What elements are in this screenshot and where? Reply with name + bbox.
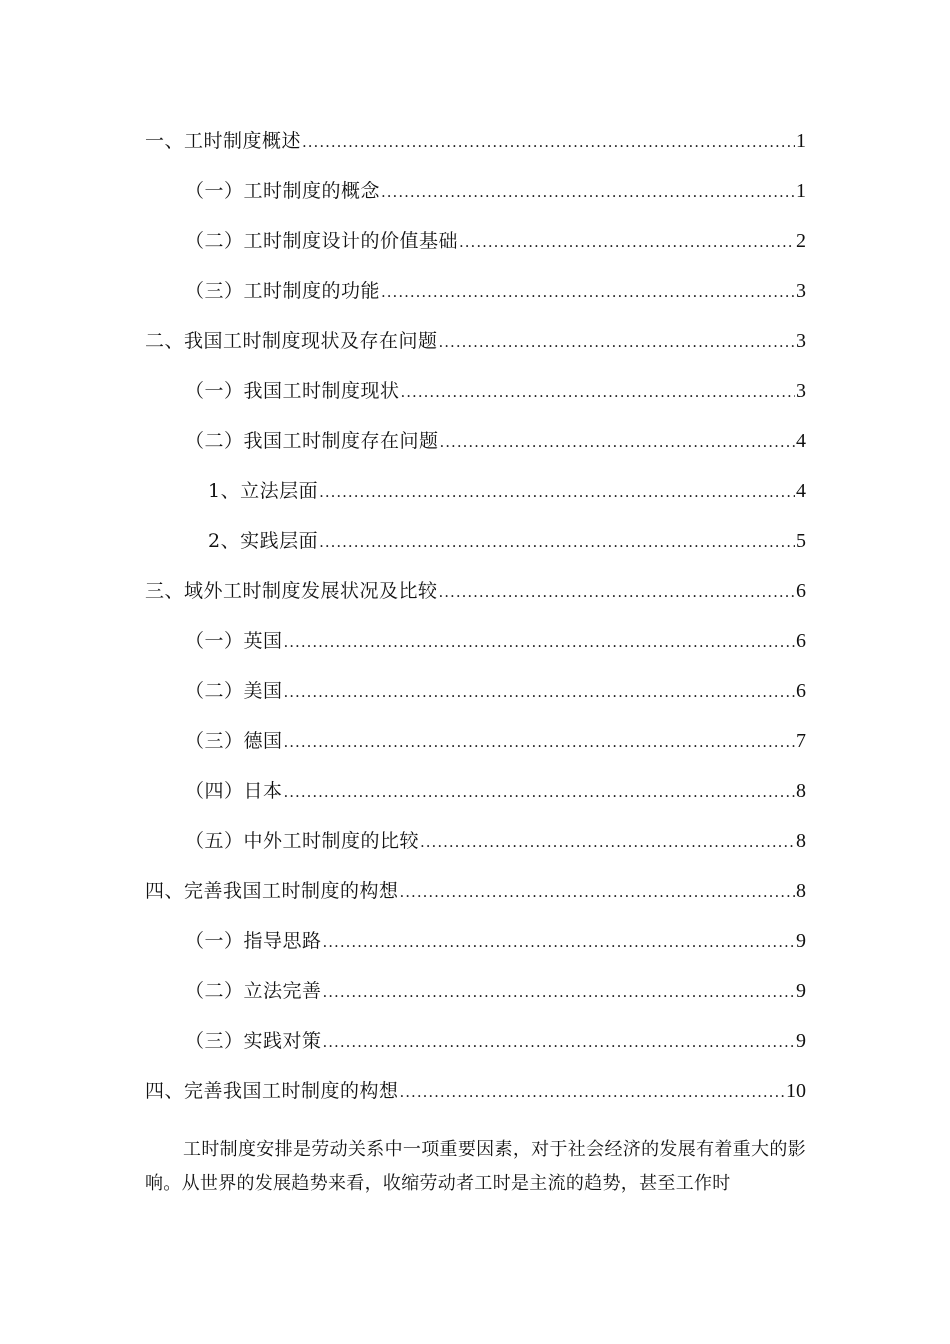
toc-entry[interactable] bbox=[145, 366, 806, 416]
toc-page-number: 1 bbox=[796, 180, 806, 202]
toc-entry-label: 四、完善我国工时制度的构想 bbox=[145, 880, 399, 902]
toc-entry[interactable] bbox=[145, 666, 806, 716]
toc-entry[interactable] bbox=[145, 466, 806, 516]
toc-page-number: 3 bbox=[796, 280, 806, 302]
toc-dot-leader bbox=[401, 367, 795, 417]
toc-entry[interactable] bbox=[145, 566, 806, 616]
toc-entry[interactable] bbox=[145, 266, 806, 316]
toc-page-number: 3 bbox=[796, 380, 806, 402]
toc-page-number: 6 bbox=[796, 630, 806, 652]
toc-page-number: 2 bbox=[796, 230, 806, 252]
toc-entry-label: （一）指导思路 bbox=[185, 930, 322, 952]
toc-entry-label: 四、完善我国工时制度的构想 bbox=[145, 1080, 399, 1102]
toc-page-number: 9 bbox=[796, 980, 806, 1002]
toc-entry-label: （一）工时制度的概念 bbox=[185, 180, 381, 202]
toc-page-number: 4 bbox=[796, 480, 806, 502]
toc-dot-leader bbox=[284, 617, 795, 667]
toc-entry-label: （二）我国工时制度存在问题 bbox=[185, 430, 439, 452]
toc-page-number: 3 bbox=[796, 330, 806, 352]
toc-dot-leader bbox=[323, 917, 795, 967]
toc-dot-leader bbox=[381, 267, 795, 317]
toc-entry-label: （三）德国 bbox=[185, 730, 283, 752]
toc-dot-leader bbox=[284, 667, 795, 717]
toc-page-number: 6 bbox=[796, 580, 806, 602]
toc-entry-label: 一、工时制度概述 bbox=[145, 130, 302, 152]
toc-entry-label: （三）实践对策 bbox=[185, 1030, 322, 1052]
toc-entry[interactable] bbox=[145, 1016, 806, 1066]
toc-entry[interactable] bbox=[145, 416, 806, 466]
toc-entry[interactable] bbox=[145, 116, 806, 166]
toc-entry-label: （三）工时制度的功能 bbox=[185, 280, 381, 302]
toc-dot-leader bbox=[381, 167, 795, 217]
toc-entry-label: （二）美国 bbox=[185, 680, 283, 702]
toc-entry[interactable] bbox=[145, 166, 806, 216]
toc-entry[interactable] bbox=[145, 716, 806, 766]
toc-dot-leader bbox=[319, 467, 795, 517]
toc-page-number: 8 bbox=[796, 830, 806, 852]
toc-page-number: 4 bbox=[796, 430, 806, 452]
toc-page-number: 5 bbox=[796, 530, 806, 552]
toc-dot-leader bbox=[284, 717, 795, 767]
toc-dot-leader bbox=[400, 1067, 785, 1117]
toc-entry-label: 三、域外工时制度发展状况及比较 bbox=[145, 580, 438, 602]
toc-entry[interactable] bbox=[145, 616, 806, 666]
toc-dot-leader bbox=[302, 117, 795, 167]
toc-entry[interactable] bbox=[145, 866, 806, 916]
toc-entry[interactable] bbox=[145, 816, 806, 866]
toc-entry-label: （一）英国 bbox=[185, 630, 283, 652]
toc-entry-label: 1、立法层面 bbox=[208, 480, 319, 502]
body-paragraph: 工时制度安排是劳动关系中一项重要因素，对于社会经济的发展有着重大的影响。从世界的发展趋势来看，收缩劳动者工时是主流的趋势，甚至工作时 bbox=[145, 1139, 806, 1194]
toc-entry[interactable] bbox=[145, 216, 806, 266]
toc-entry[interactable] bbox=[145, 316, 806, 366]
toc-dot-leader bbox=[284, 767, 795, 817]
toc-dot-leader bbox=[400, 867, 795, 917]
toc-entry[interactable] bbox=[145, 516, 806, 566]
toc-entry[interactable] bbox=[145, 766, 806, 816]
toc-page-number: 9 bbox=[796, 930, 806, 952]
toc-entry-label: （二）立法完善 bbox=[185, 980, 322, 1002]
toc-page-number: 10 bbox=[786, 1080, 806, 1102]
toc-dot-leader bbox=[439, 567, 795, 617]
toc-page-number: 8 bbox=[796, 880, 806, 902]
toc-dot-leader bbox=[420, 817, 795, 867]
toc-entry-label: （五）中外工时制度的比较 bbox=[185, 830, 420, 852]
toc-page-number: 8 bbox=[796, 780, 806, 802]
toc-entry-label: 2、实践层面 bbox=[208, 530, 319, 552]
toc-entry[interactable] bbox=[145, 966, 806, 1016]
toc-page-number: 9 bbox=[796, 1030, 806, 1052]
toc-page-number: 7 bbox=[796, 730, 806, 752]
toc-entry[interactable] bbox=[145, 1066, 806, 1116]
toc-dot-leader bbox=[440, 417, 795, 467]
toc-entry-label: （一）我国工时制度现状 bbox=[185, 380, 400, 402]
toc-entry[interactable] bbox=[145, 916, 806, 966]
toc-entry-label: （四）日本 bbox=[185, 780, 283, 802]
toc-dot-leader bbox=[319, 517, 795, 567]
toc-dot-leader bbox=[323, 1017, 795, 1067]
toc-dot-leader bbox=[439, 317, 795, 367]
toc-entry-label: （二）工时制度设计的价值基础 bbox=[185, 230, 459, 252]
toc-dot-leader bbox=[459, 217, 795, 267]
toc-entry-label: 二、我国工时制度现状及存在问题 bbox=[145, 330, 438, 352]
toc-page-number: 1 bbox=[796, 130, 806, 152]
toc-dot-leader bbox=[323, 967, 795, 1017]
table-of-contents bbox=[145, 116, 806, 1116]
toc-page-number: 6 bbox=[796, 680, 806, 702]
